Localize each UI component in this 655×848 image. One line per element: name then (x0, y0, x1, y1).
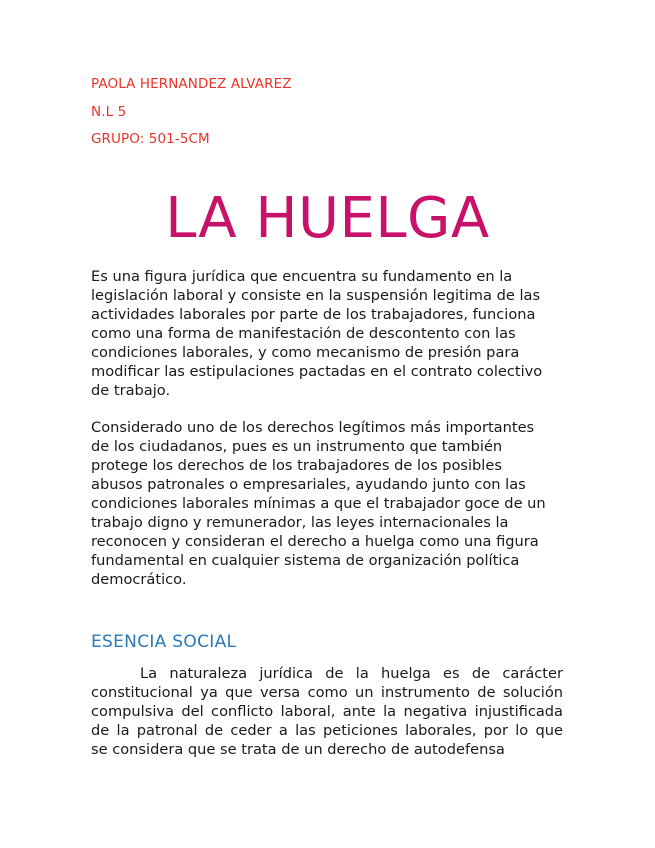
text-line: protege los derechos de los trabajadores de los posibles (91, 457, 502, 474)
text-line: modificar las estipulaciones pactadas en el contrato colectivo (91, 363, 543, 380)
paragraph-definition (91, 267, 571, 400)
text-line: democrático. (91, 571, 187, 588)
text-line: de trabajo. (91, 382, 171, 399)
section-heading: ESENCIA SOCIAL (91, 632, 237, 652)
document-title: LA HUELGA (165, 186, 490, 251)
text-line: Considerado uno de los derechos legítimos más importantes (91, 419, 535, 436)
group-label: GRUPO: 501-5CM (91, 131, 210, 147)
paragraph-social-essence (91, 664, 563, 759)
text-line: de los ciudadanos, pues es un instrumento que también (91, 438, 503, 455)
text-line: Es una figura jurídica que encuentra su fundamento en la (91, 268, 513, 285)
text-line: abusos patronales o empresariales, ayudando junto con las (91, 476, 526, 493)
text-line: condiciones laborales, y como mecanismo de presión para (91, 344, 520, 361)
text-line: legislación laboral y consiste en la suspensión legitima de las (91, 287, 541, 304)
text-line: de la patronal de ceder a las peticiones laborales, por lo que (91, 722, 563, 739)
text-line: compulsiva del conflicto laboral, ante la negativa injustificada (91, 703, 563, 720)
text-line: trabajo digno y remunerador, las leyes internacionales la (91, 514, 509, 531)
list-number: N.L 5 (91, 104, 127, 120)
paragraph-rights (91, 418, 571, 589)
author-name: PAOLA HERNANDEZ ALVAREZ (91, 76, 292, 92)
text-line: constitucional ya que versa como un instrumento de solución (91, 684, 563, 701)
text-line: actividades laborales por parte de los trabajadores, funciona (91, 306, 536, 323)
text-line: reconocen y consideran el derecho a huelga como una figura (91, 533, 539, 550)
text-line: condiciones laborales mínimas a que el trabajador goce de un (91, 495, 546, 512)
text-line: se considera que se trata de un derecho de autodefensa (91, 741, 505, 758)
text-line: como una forma de manifestación de descontento con las (91, 325, 516, 342)
text-line: La naturaleza jurídica de la huelga es de carácter (91, 665, 563, 682)
text-line: fundamental en cualquier sistema de organización política (91, 552, 520, 569)
